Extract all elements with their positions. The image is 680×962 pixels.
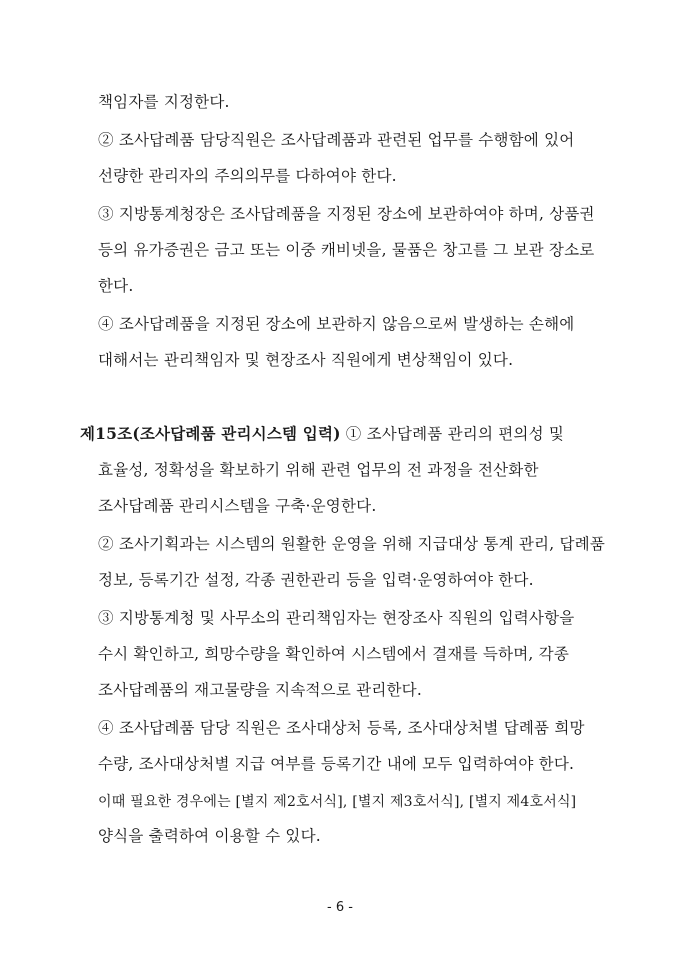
- text-line: 수시 확인하고, 희망수량을 확인하여 시스템에서 결재를 득하며, 각종: [98, 645, 569, 663]
- text-line: ④ 조사답례품을 지정된 장소에 보관하지 않음으로써 발생하는 손해에: [98, 315, 575, 333]
- text-line: 수량, 조사대상처별 지급 여부를 등록기간 내에 모두 입력하여야 한다.: [98, 755, 575, 773]
- text-line: 한다.: [98, 277, 134, 295]
- page-number: - 6 -: [327, 900, 353, 915]
- text-line: ② 조사답례품 담당직원은 조사답례품과 관련된 업무를 수행함에 있어: [98, 131, 575, 149]
- text-line: ② 조사기획과는 시스템의 원활한 운영을 위해 지급대상 통계 관리, 답례품: [98, 535, 605, 553]
- text-line: 정보, 등록기간 설정, 각종 권한관리 등을 입력·운영하여야 한다.: [98, 571, 534, 589]
- text-line: ④ 조사답례품 담당 직원은 조사대상처 등록, 조사대상처별 답례품 희망: [98, 719, 585, 737]
- article-heading: 제15조(조사답례품 관리시스템 입력): [80, 424, 341, 443]
- text-line: 이때 필요한 경우에는 [별지 제2호서식], [별지 제3호서식], [별지 제4호서식]: [98, 794, 577, 810]
- text-line: 등의 유가증권은 금고 또는 이중 캐비넷을, 물품은 창고를 그 보관 장소로: [98, 241, 595, 259]
- text-line: ③ 지방통계청 및 사무소의 관리책임자는 현장조사 직원의 입력사항을: [98, 609, 575, 627]
- text-line: ③ 지방통계청장은 조사답례품을 지정된 장소에 보관하여야 하며, 상품권: [98, 205, 595, 223]
- text-line: 선량한 관리자의 주의의무를 다하여야 한다.: [98, 167, 397, 185]
- article-heading-line: [80, 424, 564, 444]
- text-line: 대해서는 관리책임자 및 현장조사 직원에게 변상책임이 있다.: [98, 351, 514, 369]
- text-line: 조사답례품 관리시스템을 구축·운영한다.: [98, 497, 377, 515]
- text-line: 양식을 출력하여 이용할 수 있다.: [98, 827, 321, 845]
- text-line: 책임자를 지정한다.: [98, 93, 230, 111]
- text-line: 효율성, 정확성을 확보하기 위해 관련 업무의 전 과정을 전산화한: [98, 461, 539, 479]
- text-span: ① 조사답례품 관리의 편의성 및: [340, 425, 565, 443]
- text-line: 조사답례품의 재고물량을 지속적으로 관리한다.: [98, 681, 422, 699]
